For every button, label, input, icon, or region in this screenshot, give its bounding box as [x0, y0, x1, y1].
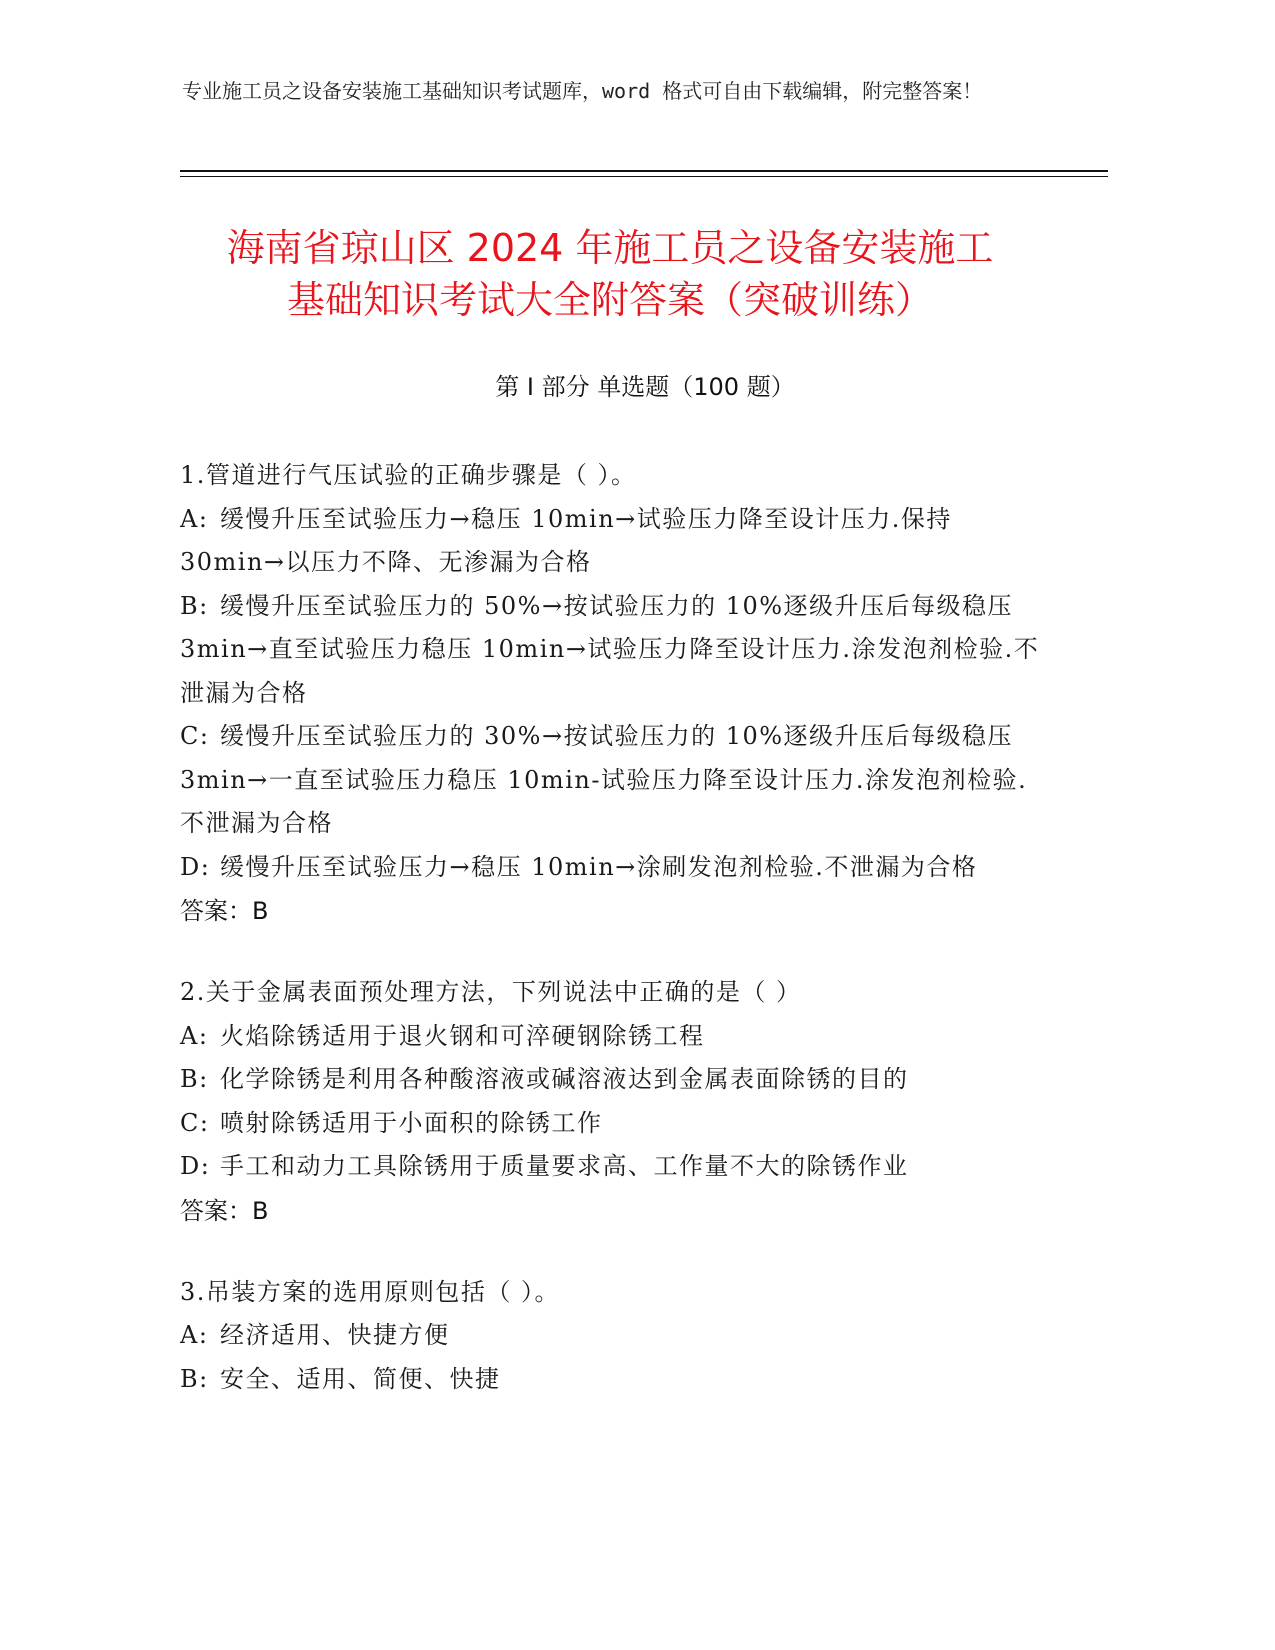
option-text: 缓慢升压至试验压力的 30%→按试验压力的 10%逐级升压后每级稳压 3min→一直至试验压力稳压 10min-试验压力降至设计压力.涂发泡剂检验.不泄漏为合格 [180, 722, 1028, 837]
option-a [180, 1015, 1050, 1059]
option-d [180, 1145, 1050, 1189]
header-divider-thin [180, 176, 1108, 177]
option-c [180, 715, 1050, 846]
option-c [180, 1102, 1050, 1146]
option-letter: A: [180, 504, 209, 533]
question-stem: 2.关于金属表面预处理方法，下列说法中正确的是（ ） [180, 978, 802, 1006]
option-b [180, 1358, 1050, 1402]
document-title-line-2: 基础知识考试大全附答案（突破训练） [286, 278, 933, 322]
section-title: 第 I 部分 单选题（100 题） [495, 373, 795, 401]
option-text: 喷射除锈适用于小面积的除锈工作 [220, 1108, 603, 1137]
option-text: 化学除锈是利用各种酸溶液或碱溶液达到金属表面除锈的目的 [220, 1065, 909, 1093]
answer: 答案：B [180, 897, 269, 925]
option-d [180, 846, 1050, 890]
option-letter: D: [180, 852, 211, 881]
option-text: 缓慢升压至试验压力的 50%→按试验压力的 10%逐级升压后每级稳压 3min→直至试验压力稳压 10min→试验压力降至设计压力.涂发泡剂检验.不泄漏为合格 [180, 591, 1040, 707]
header-divider-thick [180, 170, 1108, 172]
option-text: 经济适用、快捷方便 [220, 1321, 450, 1349]
option-b [180, 1058, 1050, 1102]
document-title-line-1: 海南省琼山区 2024 年施工员之设备安装施工 [226, 226, 994, 270]
option-letter: D: [180, 1152, 211, 1180]
option-a [180, 498, 1050, 585]
option-text: 火焰除锈适用于退火钢和可淬硬钢除锈工程 [220, 1021, 705, 1050]
header-note: 专业施工员之设备安装施工基础知识考试题库，word 格式可自由下载编辑，附完整答案！ [182, 79, 983, 103]
option-letter: B: [180, 1065, 209, 1093]
option-letter: A: [180, 1021, 209, 1050]
option-letter: C: [180, 722, 210, 750]
answer: 答案：B [180, 1196, 269, 1225]
question-stem: 3.吊装方案的选用原则包括（ ）。 [180, 1277, 561, 1306]
question-2 [180, 971, 1050, 1233]
question-3 [180, 1271, 1050, 1402]
option-letter: A: [180, 1321, 209, 1349]
option-b [180, 585, 1050, 716]
option-text: 缓慢升压至试验压力→稳压 10min→涂刷发泡剂检验.不泄漏为合格 [220, 852, 978, 881]
option-a [180, 1314, 1050, 1358]
option-letter: B: [180, 591, 209, 620]
question-list [180, 454, 1050, 1421]
option-text: 手工和动力工具除锈用于质量要求高、工作量不大的除锈作业 [220, 1152, 909, 1180]
option-letter: B: [180, 1364, 209, 1393]
option-text: 缓慢升压至试验压力→稳压 10min→试验压力降至设计压力.保持30min→以压力不降、无渗漏为合格 [180, 504, 952, 576]
question-stem: 1.管道进行气压试验的正确步骤是（ ）。 [180, 461, 637, 489]
option-letter: C: [180, 1108, 210, 1137]
option-text: 安全、适用、简便、快捷 [220, 1364, 501, 1393]
document-title [160, 222, 1060, 326]
question-1 [180, 454, 1050, 933]
